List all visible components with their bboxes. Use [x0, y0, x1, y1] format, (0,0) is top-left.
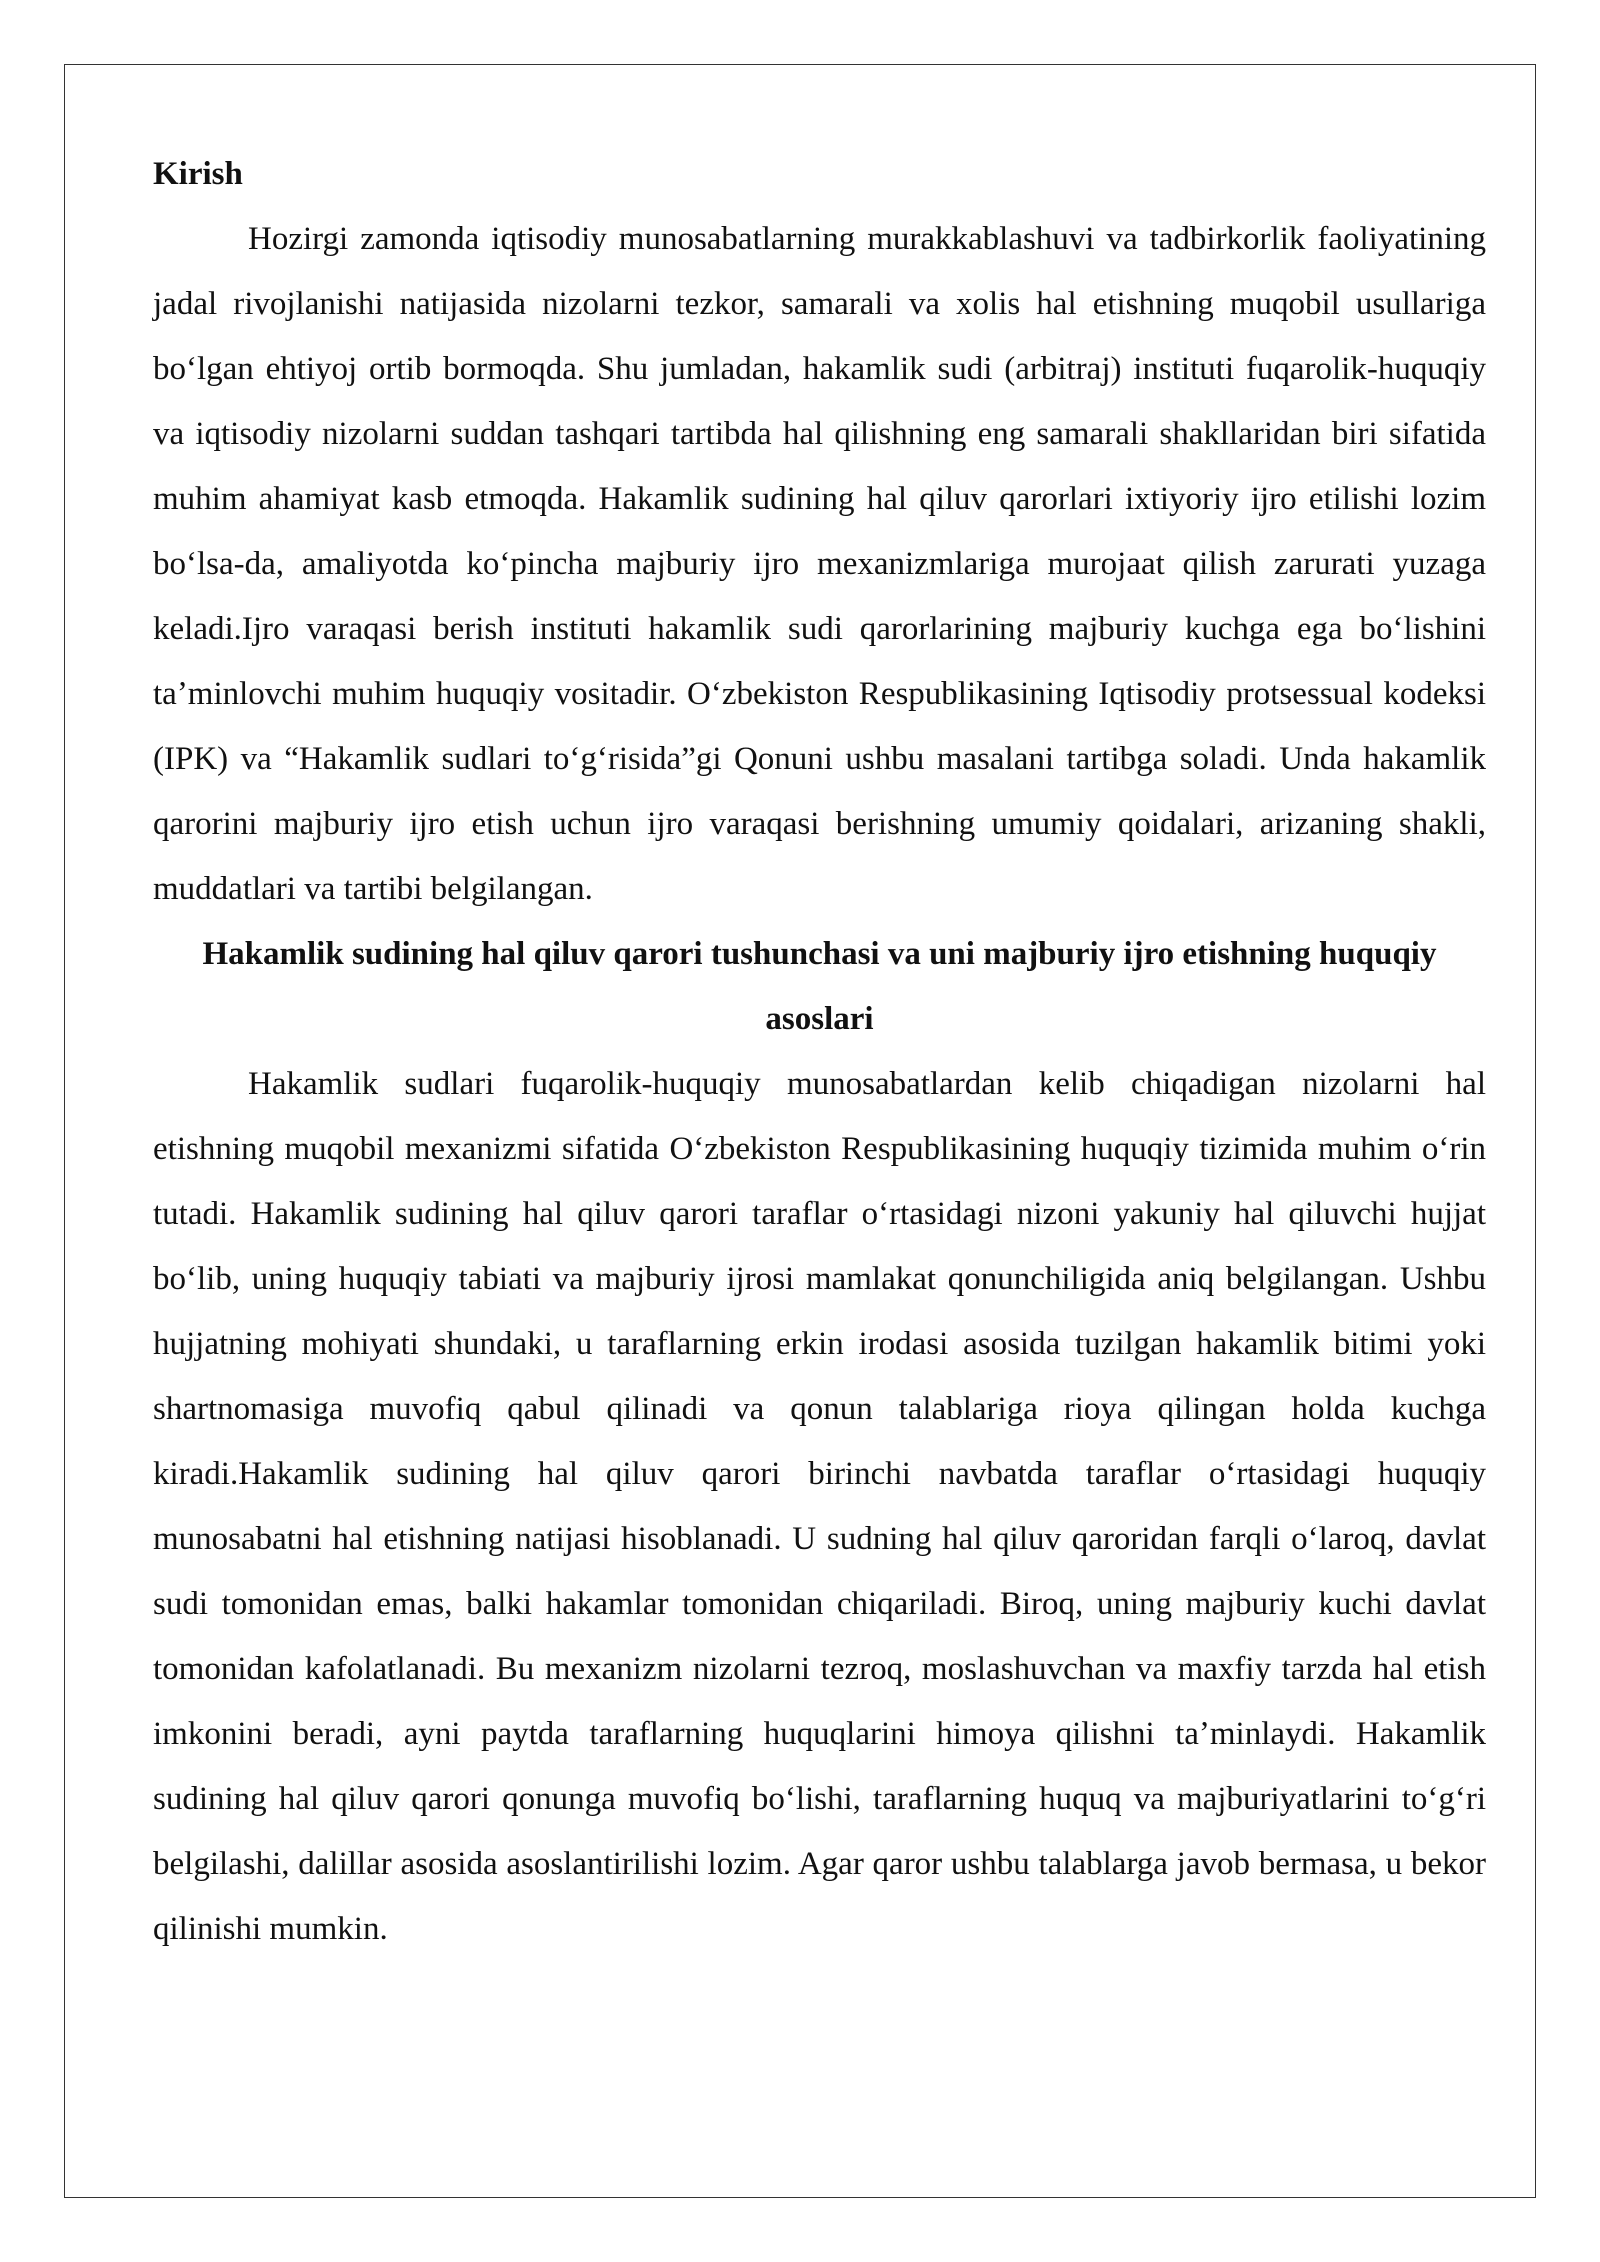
section-heading-intro: Kirish [153, 156, 243, 192]
document-body [153, 142, 1486, 1962]
legal-basis-paragraph: Hakamlik sudlari fuqarolik-huquqiy munosabatlardan kelib chiqadigan nizolarni hal etishning muqobil mexanizmi sifatida Oʻzbekiston Respublikasining huquqiy tizimida muhim oʻrin tutadi. Hakamlik sudining hal qiluv qarori taraflar oʻrtasidagi nizoni yakuniy hal qiluvchi hujjat boʻlib, uning huquqiy tabiati va majburiy ijrosi mamlakat qonunchiligida aniq belgilangan. Ushbu hujjatning mohiyati shundaki, u taraflarning erkin irodasi asosida tuzilgan hakamlik bitimi yoki shartnomasiga muvofiq qabul qilinadi va qonun talablariga rioya qilingan holda kuchga kiradi.Hakamlik sudining hal qiluv qarori birinchi navbatda taraflar oʻrtasidagi huquqiy munosabatni hal etishning natijasi hisoblanadi. U sudning hal qiluv qaroridan farqli oʻlaroq, davlat sudi tomonidan emas, balki hakamlar tomonidan chiqariladi. Biroq, uning majburiy kuchi davlat tomonidan kafolatlanadi. Bu mexanizm nizolarni tezroq, moslashuvchan va maxfiy tarzda hal etish imkonini beradi, ayni paytda taraflarning huquqlarini himoya qilishni taʼminlaydi. Hakamlik sudining hal qiluv qarori qonunga muvofiq boʻlishi, taraflarning huquq va majburiyatlarini toʻgʻri belgilashi, dalillar asosida asoslantirilishi lozim. Agar qaror ushbu talablarga javob bermasa, u bekor qilinishi mumkin. [153, 1066, 1486, 1947]
section-heading-legal-basis: Hakamlik sudining hal qiluv qarori tushunchasi va uni majburiy ijro etishning huquqiy asoslari [202, 936, 1437, 1037]
intro-paragraph: Hozirgi zamonda iqtisodiy munosabatlarning murakkablashuvi va tadbirkorlik faoliyatining jadal rivojlanishi natijasida nizolarni tezkor, samarali va xolis hal etishning muqobil usullariga boʻlgan ehtiyoj ortib bormoqda. Shu jumladan, hakamlik sudi (arbitraj) instituti fuqarolik-huquqiy va iqtisodiy nizolarni suddan tashqari tartibda hal qilishning eng samarali shakllaridan biri sifatida muhim ahamiyat kasb etmoqda. Hakamlik sudining hal qiluv qarorlari ixtiyoriy ijro etilishi lozim boʻlsa-da, amaliyotda koʻpincha majburiy ijro mexanizmlariga murojaat qilish zarurati yuzaga keladi.Ijro varaqasi berish instituti hakamlik sudi qarorlarining majburiy kuchga ega boʻlishini taʼminlovchi muhim huquqiy vositadir. Oʻzbekiston Respublikasining Iqtisodiy protsessual kodeksi (IPK) va “Hakamlik sudlari toʻgʻrisida”gi Qonuni ushbu masalani tartibga soladi. Unda hakamlik qarorini majburiy ijro etish uchun ijro varaqasi berishning umumiy qoidalari, arizaning shakli, muddatlari va tartibi belgilangan. [153, 221, 1486, 907]
